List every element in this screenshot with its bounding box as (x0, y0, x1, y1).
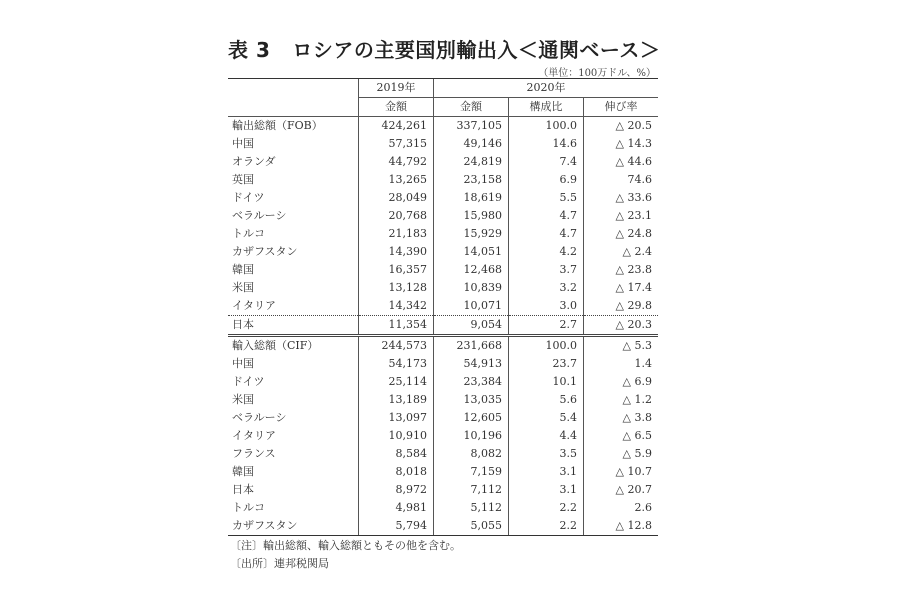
header-blank (228, 79, 359, 117)
share-cell: 2.2 (509, 517, 584, 536)
growth-cell: △ 10.7 (584, 463, 659, 481)
table-row (228, 481, 658, 499)
country-cell: 中国 (232, 137, 254, 150)
country-cell: 韓国 (232, 263, 254, 276)
unit-label: （単位：100万ドル、%） (538, 68, 656, 79)
table-body (228, 117, 658, 536)
growth-cell: △ 5.9 (584, 445, 659, 463)
growth-cell: △ 6.5 (584, 427, 659, 445)
table-row (228, 297, 658, 316)
country-cell: 米国 (232, 281, 254, 294)
amount-2019-cell: 13,189 (359, 391, 434, 409)
country-cell: ベラルーシ (232, 411, 287, 424)
amount-2020-cell: 14,051 (434, 243, 509, 261)
share-cell: 100.0 (509, 117, 584, 136)
amount-2020-cell: 12,605 (434, 409, 509, 427)
table-row (228, 499, 658, 517)
table-row (228, 445, 658, 463)
amount-2020-cell: 8,082 (434, 445, 509, 463)
table-row (228, 207, 658, 225)
share-cell: 3.1 (509, 481, 584, 499)
trade-table (228, 78, 658, 536)
share-cell: 3.1 (509, 463, 584, 481)
amount-2019-cell: 14,342 (359, 297, 434, 316)
country-cell: 日本 (232, 483, 254, 496)
growth-cell: △ 23.8 (584, 261, 659, 279)
country-cell: 輸出総額（FOB） (232, 119, 323, 132)
growth-cell: △ 2.4 (584, 243, 659, 261)
amount-2019-cell: 424,261 (359, 117, 434, 136)
amount-2019-cell: 13,097 (359, 409, 434, 427)
amount-2019-cell: 21,183 (359, 225, 434, 243)
country-cell: オランダ (232, 155, 276, 168)
growth-cell: △ 29.8 (584, 297, 659, 316)
country-cell: 中国 (232, 357, 254, 370)
table-row (228, 171, 658, 189)
table-row (228, 427, 658, 445)
amount-2020-cell: 7,159 (434, 463, 509, 481)
amount-2019-cell: 11,354 (359, 316, 434, 336)
growth-cell: △ 5.3 (584, 336, 659, 356)
country-cell: 米国 (232, 393, 254, 406)
amount-2020-cell: 9,054 (434, 316, 509, 336)
share-cell: 6.9 (509, 171, 584, 189)
growth-cell: 1.4 (584, 355, 659, 373)
table-row (228, 135, 658, 153)
table-row (228, 243, 658, 261)
amount-2020-cell: 337,105 (434, 117, 509, 136)
table-row (228, 517, 658, 536)
growth-cell: △ 20.3 (584, 316, 659, 336)
amount-2020-cell: 13,035 (434, 391, 509, 409)
amount-2019-cell: 28,049 (359, 189, 434, 207)
share-cell: 4.4 (509, 427, 584, 445)
table-row (228, 261, 658, 279)
country-cell: イタリア (232, 299, 276, 312)
amount-2019-cell: 8,018 (359, 463, 434, 481)
growth-cell: △ 17.4 (584, 279, 659, 297)
growth-cell: △ 20.5 (584, 117, 659, 136)
country-cell: カザフスタン (232, 245, 298, 258)
country-cell: 日本 (228, 316, 359, 336)
amount-2020-cell: 23,384 (434, 373, 509, 391)
country-cell: フランス (232, 447, 276, 460)
growth-cell: △ 6.9 (584, 373, 659, 391)
amount-2019-cell: 5,794 (359, 517, 434, 536)
imports-total-row (228, 336, 658, 356)
table-row (228, 316, 658, 336)
share-cell: 100.0 (509, 336, 584, 356)
amount-2020-cell: 7,112 (434, 481, 509, 499)
table-number: 表 3 (228, 38, 271, 62)
country-cell: ドイツ (232, 375, 265, 388)
amount-2020-cell: 231,668 (434, 336, 509, 356)
growth-cell: △ 20.7 (584, 481, 659, 499)
source-text: 〔出所〕連邦税関局 (230, 557, 329, 570)
amount-2020-cell: 15,929 (434, 225, 509, 243)
amount-2020-cell: 10,071 (434, 297, 509, 316)
growth-cell: △ 33.6 (584, 189, 659, 207)
exports-total-row (228, 117, 658, 136)
header-growth: 伸び率 (584, 98, 659, 117)
country-cell: トルコ (232, 227, 265, 240)
country-cell: 英国 (232, 173, 254, 186)
growth-cell: △ 23.1 (584, 207, 659, 225)
amount-2020-cell: 18,619 (434, 189, 509, 207)
country-cell: トルコ (232, 501, 265, 514)
country-cell: ドイツ (232, 191, 265, 204)
table-row (228, 189, 658, 207)
growth-cell: △ 1.2 (584, 391, 659, 409)
amount-2019-cell: 10,910 (359, 427, 434, 445)
country-cell: ベラルーシ (232, 209, 287, 222)
share-cell: 10.1 (509, 373, 584, 391)
growth-cell: △ 44.6 (584, 153, 659, 171)
header-amount-2019: 金額 (359, 98, 434, 117)
amount-2019-cell: 25,114 (359, 373, 434, 391)
amount-2020-cell: 5,112 (434, 499, 509, 517)
share-cell: 14.6 (509, 135, 584, 153)
amount-2020-cell: 24,819 (434, 153, 509, 171)
table-row (228, 153, 658, 171)
header-share: 構成比 (509, 98, 584, 117)
table-row (228, 391, 658, 409)
share-cell: 5.6 (509, 391, 584, 409)
share-cell: 4.7 (509, 207, 584, 225)
growth-cell: 2.6 (584, 499, 659, 517)
notes (230, 537, 461, 573)
amount-2019-cell: 54,173 (359, 355, 434, 373)
growth-cell: △ 12.8 (584, 517, 659, 536)
table-title (228, 34, 660, 63)
amount-2019-cell: 44,792 (359, 153, 434, 171)
header-row-years (228, 79, 658, 98)
table-row (228, 225, 658, 243)
share-cell: 7.4 (509, 153, 584, 171)
amount-2019-cell: 14,390 (359, 243, 434, 261)
share-cell: 23.7 (509, 355, 584, 373)
share-cell: 3.5 (509, 445, 584, 463)
amount-2019-cell: 13,265 (359, 171, 434, 189)
country-cell: イタリア (232, 429, 276, 442)
growth-cell: △ 24.8 (584, 225, 659, 243)
header-2020: 2020年 (434, 79, 659, 98)
amount-2020-cell: 12,468 (434, 261, 509, 279)
country-cell: 輸入総額（CIF） (228, 336, 359, 356)
share-cell: 3.2 (509, 279, 584, 297)
table-row (228, 463, 658, 481)
amount-2020-cell: 10,196 (434, 427, 509, 445)
amount-2019-cell: 16,357 (359, 261, 434, 279)
note-text: 〔注〕輸出総額、輸入総額ともその他を含む。 (230, 539, 461, 552)
share-cell: 4.7 (509, 225, 584, 243)
table-title-text: ロシアの主要国別輸出入＜通関ベース＞ (292, 38, 661, 62)
share-cell: 5.4 (509, 409, 584, 427)
share-cell: 3.7 (509, 261, 584, 279)
amount-2020-cell: 54,913 (434, 355, 509, 373)
amount-2019-cell: 8,972 (359, 481, 434, 499)
country-cell: カザフスタン (228, 517, 359, 536)
growth-cell: △ 14.3 (584, 135, 659, 153)
table-row (228, 279, 658, 297)
growth-cell: 74.6 (584, 171, 659, 189)
share-cell: 2.7 (509, 316, 584, 336)
share-cell: 2.2 (509, 499, 584, 517)
country-cell: 韓国 (232, 465, 254, 478)
amount-2020-cell: 5,055 (434, 517, 509, 536)
share-cell: 3.0 (509, 297, 584, 316)
header-amount-2020: 金額 (434, 98, 509, 117)
table-row (228, 373, 658, 391)
amount-2020-cell: 49,146 (434, 135, 509, 153)
header-2019: 2019年 (359, 79, 434, 98)
amount-2020-cell: 10,839 (434, 279, 509, 297)
amount-2019-cell: 57,315 (359, 135, 434, 153)
amount-2019-cell: 244,573 (359, 336, 434, 356)
table-row (228, 355, 658, 373)
amount-2020-cell: 23,158 (434, 171, 509, 189)
amount-2019-cell: 20,768 (359, 207, 434, 225)
amount-2019-cell: 13,128 (359, 279, 434, 297)
amount-2019-cell: 8,584 (359, 445, 434, 463)
share-cell: 4.2 (509, 243, 584, 261)
amount-2019-cell: 4,981 (359, 499, 434, 517)
growth-cell: △ 3.8 (584, 409, 659, 427)
amount-2020-cell: 15,980 (434, 207, 509, 225)
table-row (228, 409, 658, 427)
share-cell: 5.5 (509, 189, 584, 207)
